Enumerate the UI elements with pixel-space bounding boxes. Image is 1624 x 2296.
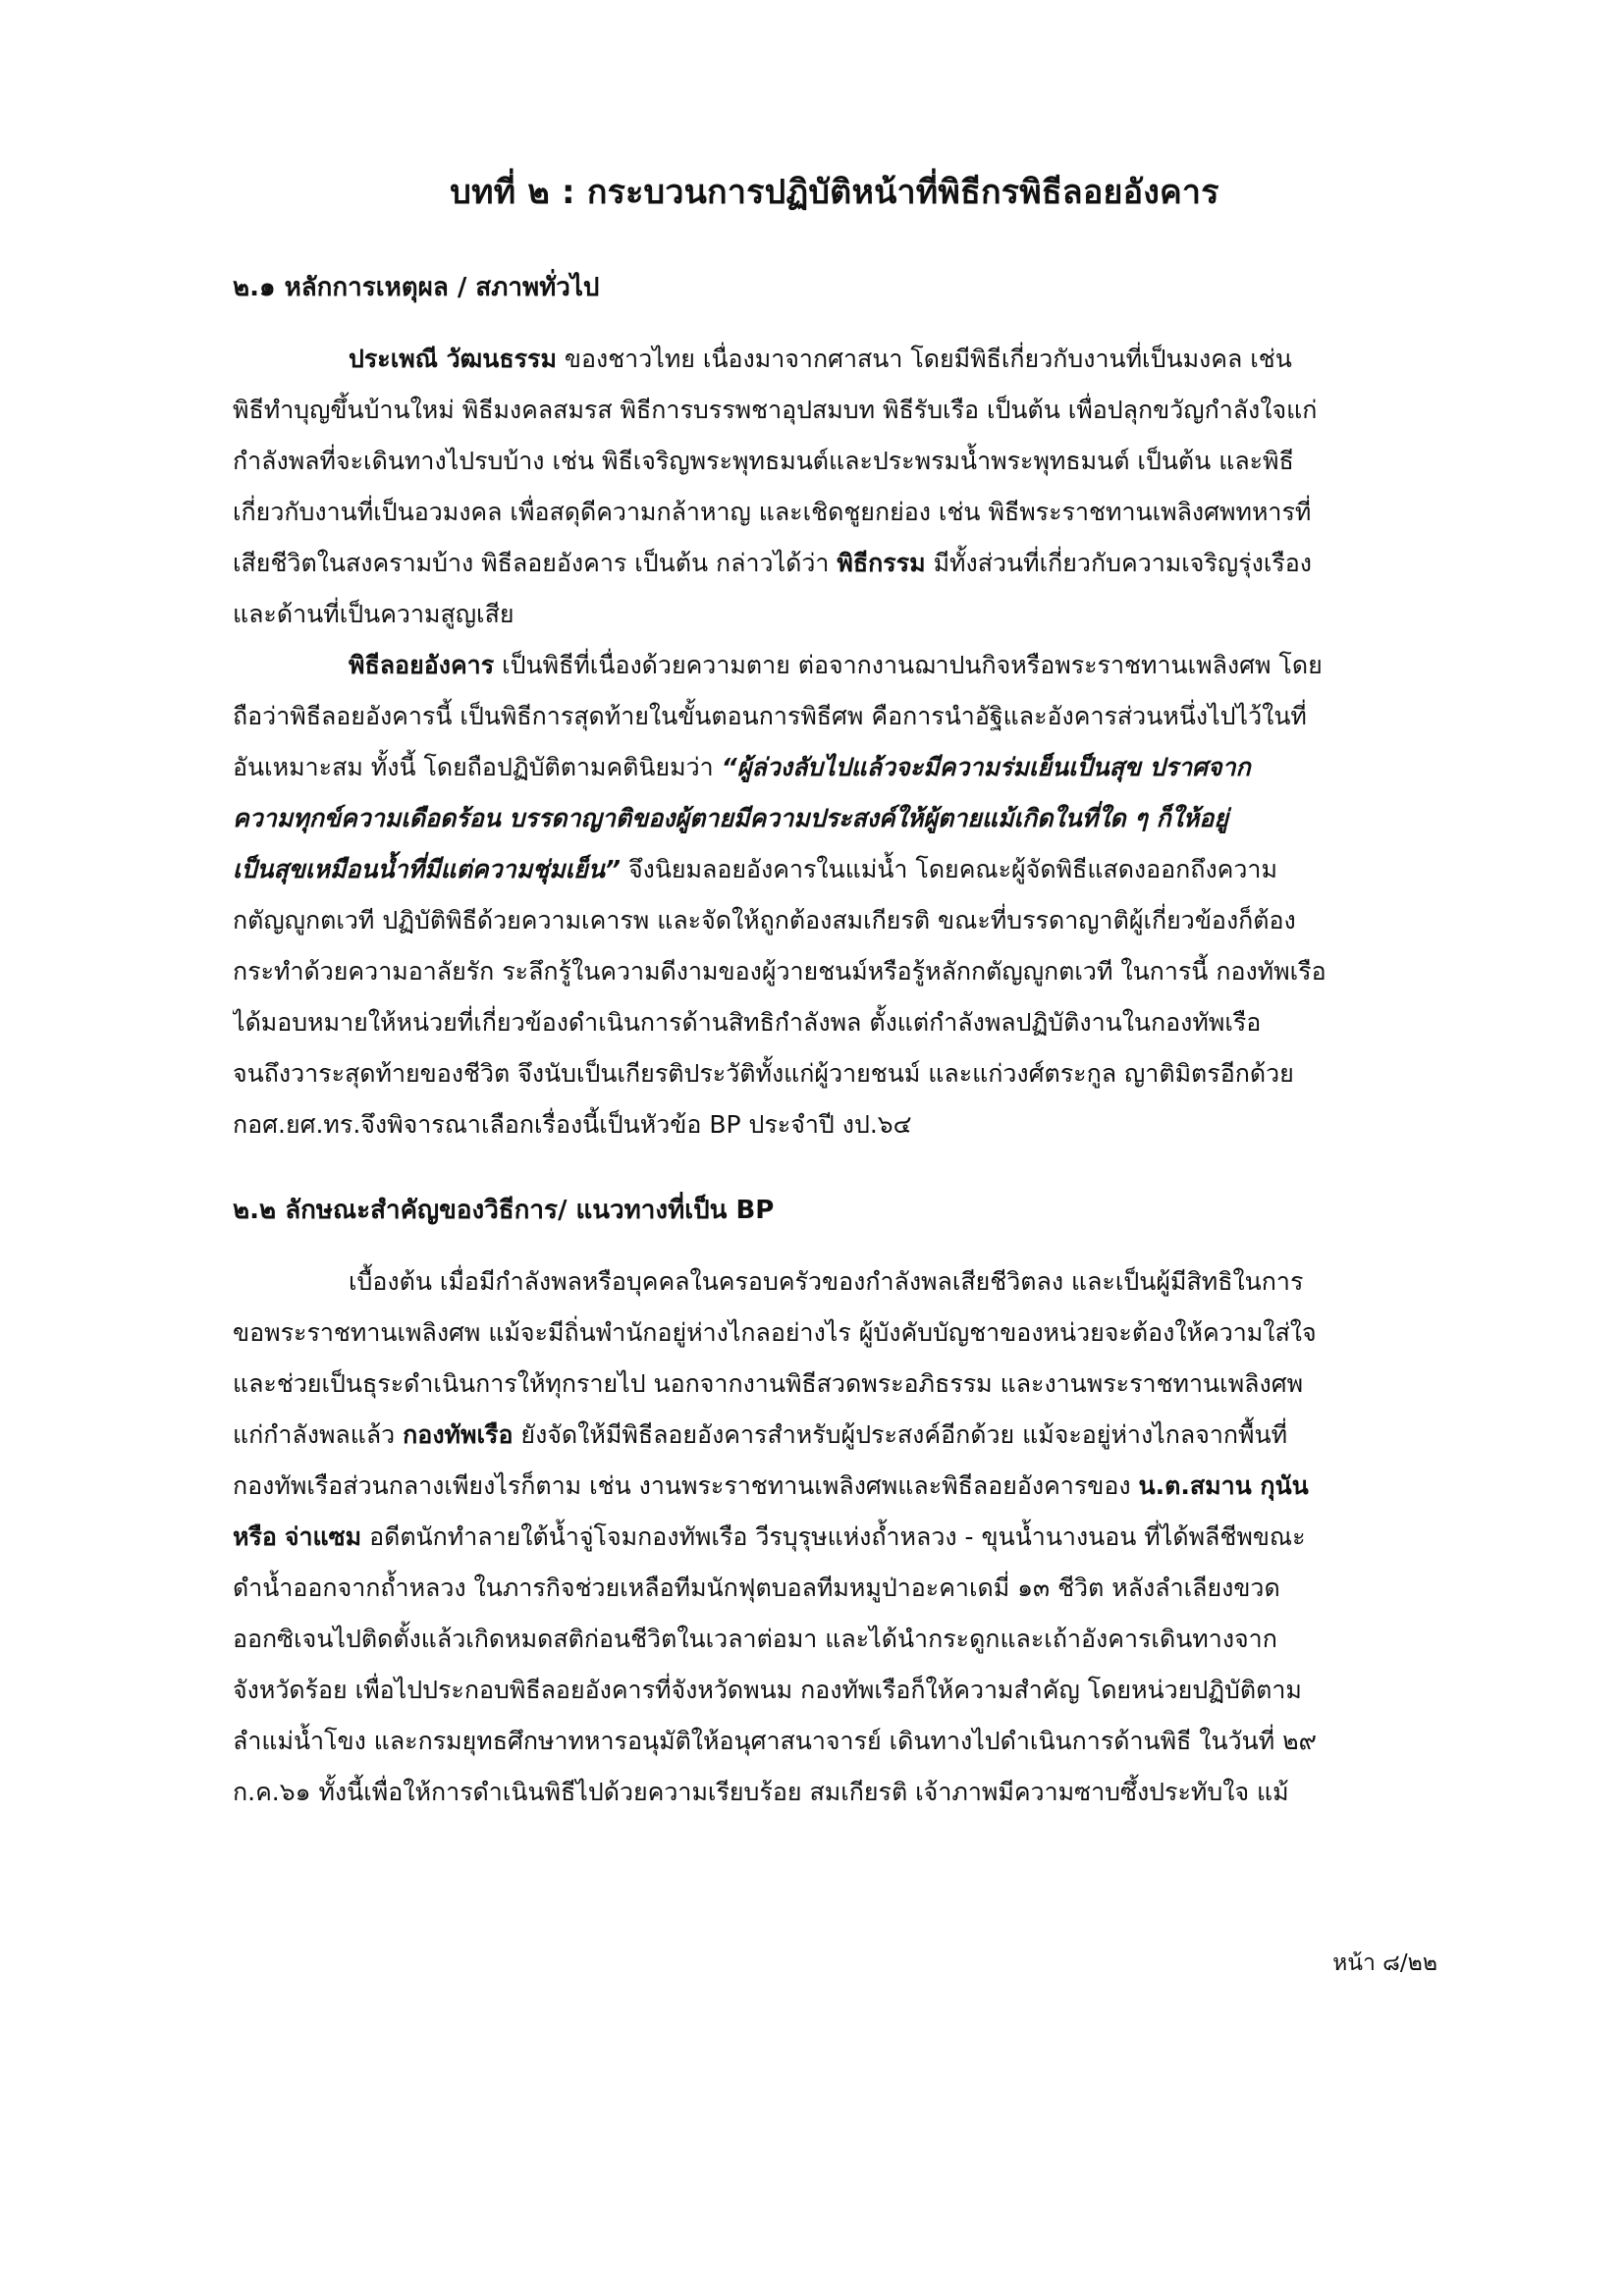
- text-run: เป็นพิธีที่เนื่องด้วยความตาย ต่อจากงานฌาปนกิจหรือพระราชทานเพลิงศพ โดย: [494, 651, 1323, 679]
- paragraph-line: เบื้องต้น เมื่อมีกำลังพลหรือบุคคลในครอบครัวของกำลังพลเสียชีวิตลง และเป็นผู้มีสิทธิในการ: [349, 1267, 1304, 1296]
- text-run: อดีตนักทำลายใต้น้ำจู่โจมกองทัพเรือ วีรบุรุษแห่งถ้ำหลวง - ขุนน้ำนางนอน ที่ได้พลีชีพขณะ: [361, 1522, 1306, 1551]
- text-run: [277, 1522, 285, 1551]
- paragraph-line: [233, 850, 1433, 891]
- bold-term: กองทัพเรือ: [403, 1420, 514, 1449]
- paragraph-line: กอศ.ยศ.ทร.จึงพิจารณาเลือกเรื่องนี้เป็นหัวข้อ BP ประจำปี งป.๖๔: [233, 1110, 912, 1139]
- paragraph-line: พิธีทำบุญขึ้นบ้านใหม่ พิธีมงคลสมรส พิธีการบรรพชาอุปสมบท พิธีรับเรือ เป็นต้น เพื่อปลุกขวัญกำลังใจแก่: [233, 396, 1318, 424]
- paragraph-line: และช่วยเป็นธุระดำเนินการให้ทุกรายไป นอกจากงานพิธีสวดพระอภิธรรม และงานพระราชทานเพลิงศพ: [233, 1369, 1304, 1398]
- paragraph-line: [349, 646, 1433, 687]
- text-run: ยังจัดให้มีพิธีลอยอังคารสำหรับผู้ประสงค์อีกด้วย แม้จะอยู่ห่างไกลจากพื้นที่: [513, 1420, 1288, 1449]
- text-run: มีทั้งส่วนที่เกี่ยวกับความเจริญรุ่งเรือง: [925, 549, 1313, 577]
- paragraph-line: [233, 1518, 1433, 1559]
- bold-term: จ่าแซม: [284, 1522, 362, 1551]
- paragraph-line: และด้านที่เป็นความสูญเสีย: [233, 600, 514, 628]
- page-title: บทที่ ๒ : กระบวนการปฏิบัติหน้าที่พิธีกรพิธีลอยอังคาร: [450, 173, 1219, 212]
- bold-term: น.ต.สมาน กุนัน: [1138, 1471, 1309, 1500]
- bold-term: ประเพณี วัฒนธรรม: [349, 345, 557, 373]
- paragraph-line: ดำน้ำออกจากถ้ำหลวง ในภารกิจช่วยเหลือทีมนักฟุตบอลทีมหมูป่าอะคาเดมี่ ๑๓ ชีวิต หลังลำเลียงขวด: [233, 1574, 1280, 1602]
- page-number: หน้า ๘/๒๒: [1332, 1950, 1437, 1976]
- paragraph-line: [233, 799, 1433, 840]
- text-run: ของชาวไทย เนื่องมาจากศาสนา โดยมีพิธีเกี่ยวกับงานที่เป็นมงคล เช่น: [556, 345, 1292, 373]
- paragraph-line: ถือว่าพิธีลอยอังคารนี้ เป็นพิธีการสุดท้ายในขั้นตอนการพิธีศพ คือการนำอัฐิและอังคารส่วนหนึ่งไปไว้ในที่: [233, 702, 1307, 730]
- paragraph-line: กำลังพลที่จะเดินทางไปรบบ้าง เช่น พิธีเจริญพระพุทธมนต์และประพรมน้ำพระพุทธมนต์ เป็นต้น และพิธี: [233, 447, 1294, 475]
- paragraph-line: กตัญญูกตเวที ปฏิบัติพิธีด้วยความเคารพ และจัดให้ถูกต้องสมเกียรติ ขณะที่บรรดาญาติผู้เกี่ยวข้องก็ต้อง: [233, 906, 1296, 934]
- paragraph-line: [233, 1415, 1433, 1457]
- paragraph-line: ลำแม่น้ำโขง และกรมยุทธศึกษาทหารอนุมัติให้อนุศาสนาจารย์ เดินทางไปดำเนินการด้านพิธี ในวันที่ ๒๙: [233, 1727, 1317, 1755]
- text-run: กองทัพเรือส่วนกลางเพียงไรก็ตาม เช่น งานพระราชทานเพลิงศพและพิธีลอยอังคารของ: [233, 1471, 1139, 1500]
- text-run: แก่กำลังพลแล้ว: [233, 1420, 404, 1449]
- paragraph-line: ออกซิเจนไปติดตั้งแล้วเกิดหมดสติก่อนชีวิตในเวลาต่อมา และได้นำกระดูกและเถ้าอังคารเดินทางจาก: [233, 1625, 1277, 1653]
- quote-text: ความทุกข์ความเดือดร้อน บรรดาญาติของผู้ตายมีความประสงค์ให้ผู้ตายแม้เกิดในที่ใด ๆ ก็ให้อยู่: [233, 804, 1228, 832]
- text-run: จึงนิยมลอยอังคารในแม่น้ำ โดยคณะผู้จัดพิธีแสดงออกถึงความ: [621, 855, 1277, 883]
- paragraph-line: [349, 340, 1433, 381]
- bold-term: พิธีลอยอังคาร: [349, 651, 495, 679]
- paragraph-line: จนถึงวาระสุดท้ายของชีวิต จึงนับเป็นเกียรติประวัติทั้งแก่ผู้วายชนม์ และแก่วงศ์ตระกูล ญาติมิตรอีกด้วย: [233, 1059, 1294, 1088]
- paragraph-line: จังหวัดร้อย เพื่อไปประกอบพิธีลอยอังคารที่จังหวัดพนม กองทัพเรือก็ให้ความสำคัญ โดยหน่วยปฏิบัติตาม: [233, 1676, 1302, 1704]
- paragraph-line: [233, 544, 1433, 585]
- paragraph-line: ได้มอบหมายให้หน่วยที่เกี่ยวข้องดำเนินการด้านสิทธิกำลังพล ตั้งแต่กำลังพลปฏิบัติงานในกองทัพเรือ: [233, 1008, 1262, 1037]
- section-heading-2-2: ๒.๒ ลักษณะสำคัญของวิธีการ/ แนวทางที่เป็น BP: [233, 1196, 775, 1225]
- paragraph-line: เกี่ยวกับงานที่เป็นอวมงคล เพื่อสดุดีความกล้าหาญ และเชิดชูยกย่อง เช่น พิธีพระราชทานเพลิงศพทหารที่: [233, 498, 1312, 526]
- text-run: อันเหมาะสม ทั้งนี้ โดยถือปฏิบัติตามคตินิยมว่า: [233, 753, 722, 781]
- paragraph-line: [233, 1467, 1433, 1508]
- text-run: เสียชีวิตในสงครามบ้าง พิธีลอยอังคาร เป็นต้น กล่าวได้ว่า: [233, 549, 838, 577]
- quote-text: “ผู้ล่วงลับไปแล้วจะมีความร่มเย็นเป็นสุข ปราศจาก: [721, 753, 1251, 781]
- paragraph-line: [233, 748, 1433, 789]
- bold-term: หรือ: [233, 1522, 277, 1551]
- bold-term: พิธีกรรม: [837, 549, 926, 577]
- section-heading-2-1: ๒.๑ หลักการเหตุผล / สภาพทั่วไป: [233, 273, 600, 302]
- paragraph-line: ขอพระราชทานเพลิงศพ แม้จะมีถิ่นพำนักอยู่ห่างไกลอย่างไร ผู้บังคับบัญชาของหน่วยจะต้องให้ความใส่ใจ: [233, 1318, 1317, 1347]
- paragraph-line: ก.ค.๖๑ ทั้งนี้เพื่อให้การดำเนินพิธีไปด้วยความเรียบร้อย สมเกียรติ เจ้าภาพมีความซาบซึ้งประทับใจ แม้: [233, 1778, 1289, 1806]
- paragraph-line: กระทำด้วยความอาลัยรัก ระลึกรู้ในความดีงามของผู้วายชนม์หรือรู้หลักกตัญญูกตเวที ในการนี้ กองทัพเรือ: [233, 957, 1326, 986]
- quote-text: เป็นสุขเหมือนน้ำที่มีแต่ความชุ่มเย็น”: [233, 855, 622, 883]
